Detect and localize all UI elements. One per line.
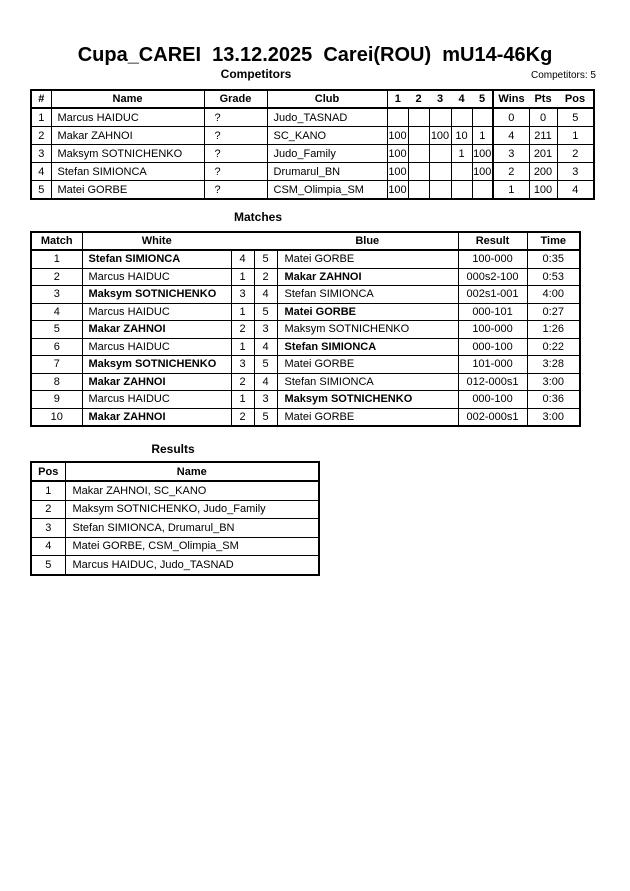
match-row bbox=[31, 286, 580, 304]
white-competitor-number: 1 bbox=[231, 303, 254, 321]
competitors-section-heading: Competitors bbox=[220, 67, 292, 81]
match-time: 3:00 bbox=[527, 408, 580, 426]
competitor-grade: ? bbox=[204, 127, 267, 145]
competitor-number: 4 bbox=[31, 163, 51, 181]
result-pos: 3 bbox=[31, 519, 65, 538]
match-number: 10 bbox=[31, 408, 82, 426]
competitors-header-row bbox=[31, 90, 594, 108]
pos-cell: 3 bbox=[557, 163, 594, 181]
results-table bbox=[30, 461, 320, 576]
blue-name: Makar ZAHNOI bbox=[277, 268, 458, 286]
competitor-row bbox=[31, 108, 594, 127]
match-result: 000-100 bbox=[458, 338, 527, 356]
result-row bbox=[31, 481, 319, 500]
blue-name: Matei GORBE bbox=[277, 250, 458, 268]
match-number: 7 bbox=[31, 356, 82, 374]
result-pos: 1 bbox=[31, 481, 65, 500]
pos-cell: 2 bbox=[557, 145, 594, 163]
col-header-blue-number bbox=[254, 232, 277, 250]
competitor-club: SC_KANO bbox=[267, 127, 387, 145]
match-row bbox=[31, 321, 580, 339]
white-competitor-number: 1 bbox=[231, 338, 254, 356]
score-cell-2 bbox=[408, 181, 429, 200]
result-pos: 2 bbox=[31, 500, 65, 519]
matches-section-heading: Matches bbox=[233, 210, 283, 224]
result-name: Marcus HAIDUC, Judo_TASNAD bbox=[65, 556, 319, 575]
col-header-white-number bbox=[231, 232, 254, 250]
blue-competitor-number: 2 bbox=[254, 268, 277, 286]
competitors-count-label: Competitors: 5 bbox=[530, 70, 596, 81]
blue-name: Stefan SIMIONCA bbox=[277, 373, 458, 391]
score-cell-4 bbox=[451, 163, 472, 181]
result-row bbox=[31, 519, 319, 538]
results-section-heading: Results bbox=[151, 442, 195, 456]
competitor-number: 3 bbox=[31, 145, 51, 163]
score-cell-5 bbox=[472, 108, 493, 127]
white-competitor-number: 4 bbox=[231, 250, 254, 268]
competitor-row bbox=[31, 181, 594, 200]
white-name: Stefan SIMIONCA bbox=[82, 250, 231, 268]
competitor-name: Marcus HAIDUC bbox=[51, 108, 204, 127]
blue-competitor-number: 3 bbox=[254, 391, 277, 409]
score-cell-2 bbox=[408, 108, 429, 127]
match-result: 000-100 bbox=[458, 391, 527, 409]
col-header-wins: Wins bbox=[493, 90, 529, 108]
wins-cell: 3 bbox=[493, 145, 529, 163]
col-header-5: 5 bbox=[472, 90, 493, 108]
col-header-1: 1 bbox=[387, 90, 408, 108]
competitor-club: Judo_Family bbox=[267, 145, 387, 163]
result-pos: 4 bbox=[31, 537, 65, 556]
blue-competitor-number: 4 bbox=[254, 373, 277, 391]
blue-name: Maksym SOTNICHENKO bbox=[277, 391, 458, 409]
match-time: 3:00 bbox=[527, 373, 580, 391]
competitors-table bbox=[30, 89, 595, 200]
blue-competitor-number: 4 bbox=[254, 286, 277, 304]
white-competitor-number: 1 bbox=[231, 268, 254, 286]
match-row bbox=[31, 373, 580, 391]
matches-header-row bbox=[31, 232, 580, 250]
match-result: 000s2-100 bbox=[458, 268, 527, 286]
match-time: 0:36 bbox=[527, 391, 580, 409]
match-row bbox=[31, 408, 580, 426]
pts-cell: 201 bbox=[529, 145, 557, 163]
score-cell-5: 1 bbox=[472, 127, 493, 145]
white-name: Marcus HAIDUC bbox=[82, 303, 231, 321]
score-cell-1: 100 bbox=[387, 181, 408, 200]
competitor-number: 5 bbox=[31, 181, 51, 200]
score-cell-3: 100 bbox=[429, 127, 451, 145]
competitor-row bbox=[31, 163, 594, 181]
col-header-club: Club bbox=[267, 90, 387, 108]
score-cell-3 bbox=[429, 181, 451, 200]
blue-name: Matei GORBE bbox=[277, 303, 458, 321]
match-row bbox=[31, 250, 580, 268]
white-name: Makar ZAHNOI bbox=[82, 408, 231, 426]
white-name: Marcus HAIDUC bbox=[82, 391, 231, 409]
col-header-result: Result bbox=[458, 232, 527, 250]
score-cell-3 bbox=[429, 145, 451, 163]
wins-cell: 2 bbox=[493, 163, 529, 181]
white-name: Marcus HAIDUC bbox=[82, 338, 231, 356]
result-row bbox=[31, 556, 319, 575]
result-name: Maksym SOTNICHENKO, Judo_Family bbox=[65, 500, 319, 519]
pts-cell: 100 bbox=[529, 181, 557, 200]
competitor-number: 2 bbox=[31, 127, 51, 145]
col-header-2: 2 bbox=[408, 90, 429, 108]
score-cell-5: 100 bbox=[472, 145, 493, 163]
blue-competitor-number: 3 bbox=[254, 321, 277, 339]
match-number: 9 bbox=[31, 391, 82, 409]
match-number: 2 bbox=[31, 268, 82, 286]
col-header-pos: Pos bbox=[557, 90, 594, 108]
match-number: 5 bbox=[31, 321, 82, 339]
white-competitor-number: 2 bbox=[231, 373, 254, 391]
col-header-match: Match bbox=[31, 232, 82, 250]
col-header-3: 3 bbox=[429, 90, 451, 108]
pts-cell: 200 bbox=[529, 163, 557, 181]
match-time: 4:00 bbox=[527, 286, 580, 304]
col-header-blue: Blue bbox=[277, 232, 458, 250]
result-row bbox=[31, 500, 319, 519]
match-result: 002s1-001 bbox=[458, 286, 527, 304]
match-result: 000-101 bbox=[458, 303, 527, 321]
score-cell-5: 100 bbox=[472, 163, 493, 181]
page-title: Cupa_CAREI 13.12.2025 Carei(ROU) mU14-46Kg bbox=[77, 44, 553, 66]
col-header-name: Name bbox=[51, 90, 204, 108]
match-row bbox=[31, 338, 580, 356]
blue-competitor-number: 5 bbox=[254, 408, 277, 426]
col-header-white: White bbox=[82, 232, 231, 250]
results-header-row bbox=[31, 462, 319, 481]
col-header-pos: Pos bbox=[31, 462, 65, 481]
col-header-name: Name bbox=[65, 462, 319, 481]
white-competitor-number: 2 bbox=[231, 321, 254, 339]
white-name: Makar ZAHNOI bbox=[82, 321, 231, 339]
pos-cell: 5 bbox=[557, 108, 594, 127]
result-name: Stefan SIMIONCA, Drumarul_BN bbox=[65, 519, 319, 538]
match-result: 012-000s1 bbox=[458, 373, 527, 391]
match-number: 1 bbox=[31, 250, 82, 268]
blue-name: Matei GORBE bbox=[277, 408, 458, 426]
match-result: 002-000s1 bbox=[458, 408, 527, 426]
competitor-club: Drumarul_BN bbox=[267, 163, 387, 181]
score-cell-4: 10 bbox=[451, 127, 472, 145]
score-cell-2 bbox=[408, 163, 429, 181]
blue-name: Maksym SOTNICHENKO bbox=[277, 321, 458, 339]
competitor-club: Judo_TASNAD bbox=[267, 108, 387, 127]
white-name: Makar ZAHNOI bbox=[82, 373, 231, 391]
competitor-grade: ? bbox=[204, 163, 267, 181]
result-pos: 5 bbox=[31, 556, 65, 575]
competitor-name: Maksym SOTNICHENKO bbox=[51, 145, 204, 163]
score-cell-1: 100 bbox=[387, 163, 408, 181]
result-name: Matei GORBE, CSM_Olimpia_SM bbox=[65, 537, 319, 556]
score-cell-2 bbox=[408, 145, 429, 163]
score-cell-2 bbox=[408, 127, 429, 145]
wins-cell: 4 bbox=[493, 127, 529, 145]
col-header-4: 4 bbox=[451, 90, 472, 108]
white-name: Maksym SOTNICHENKO bbox=[82, 356, 231, 374]
matches-table bbox=[30, 231, 581, 427]
match-time: 3:28 bbox=[527, 356, 580, 374]
match-row bbox=[31, 391, 580, 409]
pos-cell: 4 bbox=[557, 181, 594, 200]
match-time: 0:22 bbox=[527, 338, 580, 356]
competitor-grade: ? bbox=[204, 145, 267, 163]
white-name: Maksym SOTNICHENKO bbox=[82, 286, 231, 304]
result-name: Makar ZAHNOI, SC_KANO bbox=[65, 481, 319, 500]
match-number: 3 bbox=[31, 286, 82, 304]
match-result: 100-000 bbox=[458, 321, 527, 339]
pts-cell: 211 bbox=[529, 127, 557, 145]
score-cell-3 bbox=[429, 163, 451, 181]
score-cell-1: 100 bbox=[387, 145, 408, 163]
pts-cell: 0 bbox=[529, 108, 557, 127]
score-cell-4: 1 bbox=[451, 145, 472, 163]
col-header-pts: Pts bbox=[529, 90, 557, 108]
score-cell-1: 100 bbox=[387, 127, 408, 145]
competitor-row bbox=[31, 127, 594, 145]
match-result: 101-000 bbox=[458, 356, 527, 374]
blue-competitor-number: 5 bbox=[254, 356, 277, 374]
col-header-grade: Grade bbox=[204, 90, 267, 108]
score-cell-3 bbox=[429, 108, 451, 127]
white-competitor-number: 2 bbox=[231, 408, 254, 426]
competitor-number: 1 bbox=[31, 108, 51, 127]
competitor-grade: ? bbox=[204, 181, 267, 200]
col-header-time: Time bbox=[527, 232, 580, 250]
match-time: 0:27 bbox=[527, 303, 580, 321]
match-time: 0:53 bbox=[527, 268, 580, 286]
blue-competitor-number: 5 bbox=[254, 303, 277, 321]
blue-name: Stefan SIMIONCA bbox=[277, 286, 458, 304]
blue-name: Matei GORBE bbox=[277, 356, 458, 374]
match-number: 4 bbox=[31, 303, 82, 321]
white-competitor-number: 1 bbox=[231, 391, 254, 409]
result-row bbox=[31, 537, 319, 556]
competitor-name: Stefan SIMIONCA bbox=[51, 163, 204, 181]
wins-cell: 1 bbox=[493, 181, 529, 200]
col-header-number: # bbox=[31, 90, 51, 108]
match-row bbox=[31, 303, 580, 321]
score-cell-5 bbox=[472, 181, 493, 200]
competitor-row bbox=[31, 145, 594, 163]
match-row bbox=[31, 268, 580, 286]
competitor-grade: ? bbox=[204, 108, 267, 127]
competitor-name: Matei GORBE bbox=[51, 181, 204, 200]
match-number: 8 bbox=[31, 373, 82, 391]
score-cell-4 bbox=[451, 181, 472, 200]
match-number: 6 bbox=[31, 338, 82, 356]
blue-competitor-number: 4 bbox=[254, 338, 277, 356]
white-competitor-number: 3 bbox=[231, 286, 254, 304]
match-time: 0:35 bbox=[527, 250, 580, 268]
white-name: Marcus HAIDUC bbox=[82, 268, 231, 286]
blue-competitor-number: 5 bbox=[254, 250, 277, 268]
score-cell-1 bbox=[387, 108, 408, 127]
match-time: 1:26 bbox=[527, 321, 580, 339]
blue-name: Stefan SIMIONCA bbox=[277, 338, 458, 356]
wins-cell: 0 bbox=[493, 108, 529, 127]
match-row bbox=[31, 356, 580, 374]
score-cell-4 bbox=[451, 108, 472, 127]
match-result: 100-000 bbox=[458, 250, 527, 268]
pos-cell: 1 bbox=[557, 127, 594, 145]
competitor-club: CSM_Olimpia_SM bbox=[267, 181, 387, 200]
white-competitor-number: 3 bbox=[231, 356, 254, 374]
competitor-name: Makar ZAHNOI bbox=[51, 127, 204, 145]
